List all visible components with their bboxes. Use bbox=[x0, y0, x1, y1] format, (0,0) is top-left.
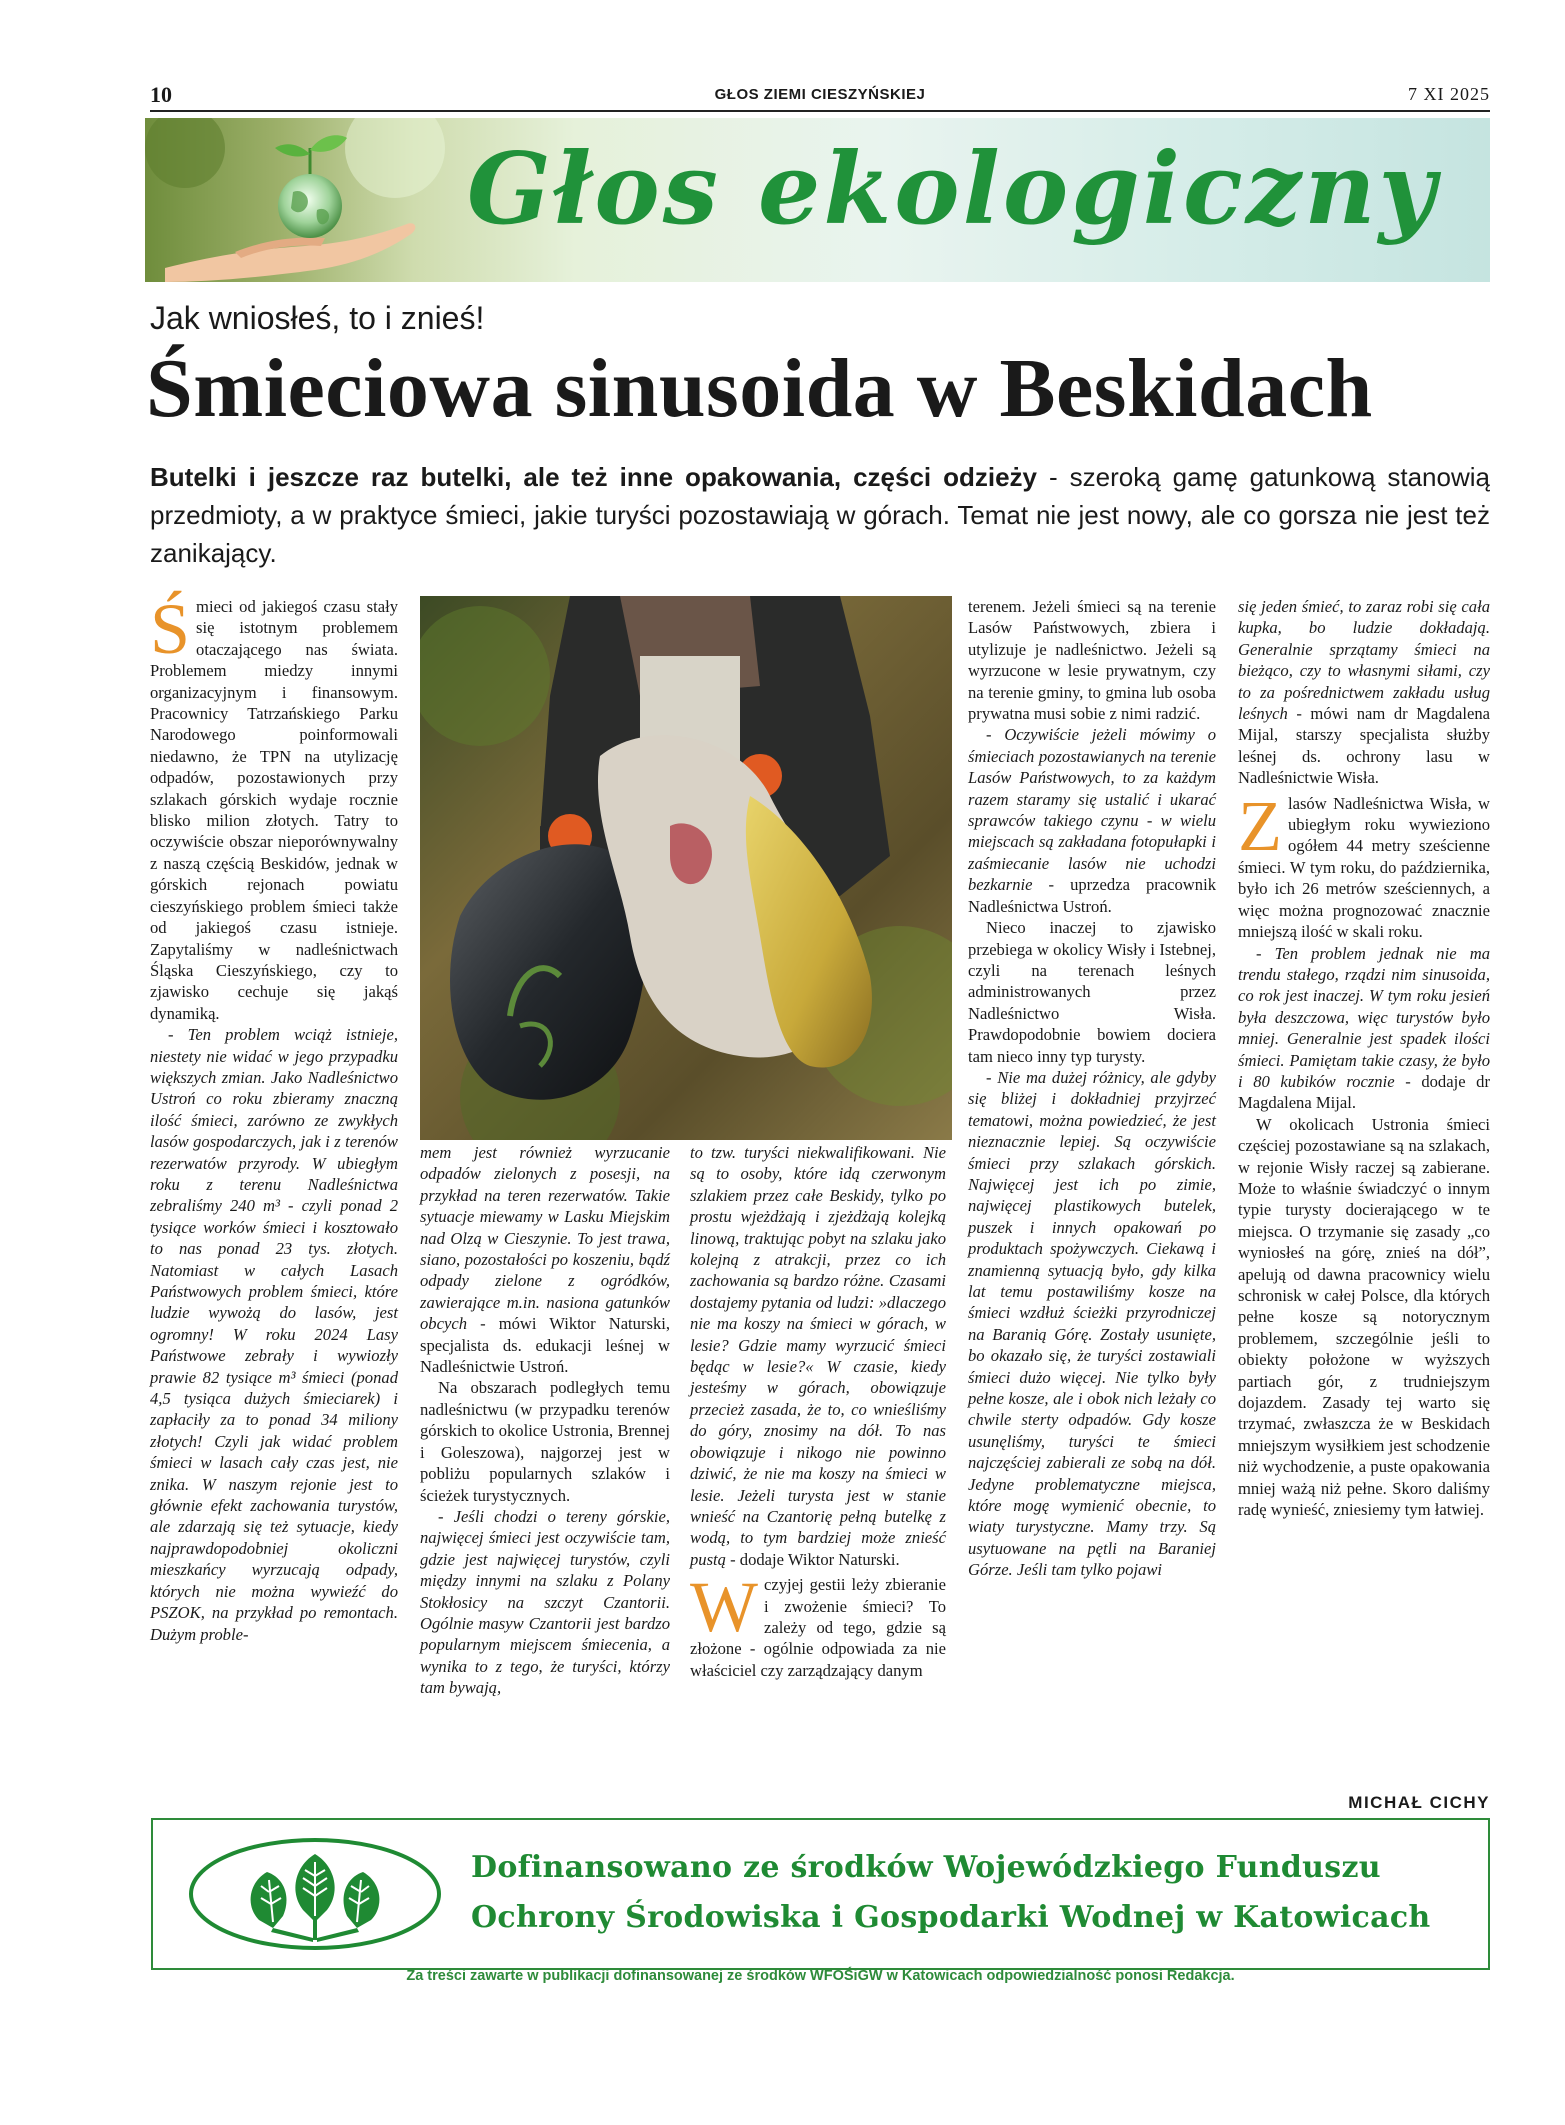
col2-paragraph-1-attribution: - mówi Wiktor Naturski, specjalista ds. edukacji leśnej w Nadleśnictwie Ustroń. bbox=[420, 1314, 670, 1377]
col4-paragraph-3: Nieco inaczej to zjawisko przebiega w okolicy Wisły i Istebnej, czyli na terenach leśnych administrowanych przez Nadleśnictwo Wisła. Prawdopodobnie bowiem dociera tam nieco inny typ turysty. bbox=[968, 918, 1216, 1066]
col1-paragraph-2: - Ten problem wciąż istnieje, niestety nie widać w jego przypadku większych zmian. Jako Nadleśnictwo Ustroń co roku zbieramy znaczną ilość śmieci, zarówno ze zwykłych lasów gospodarczych, jak i z terenów rezerwatów przyrody. W ubiegłym roku z terenu Nadleśnictwa zebraliśmy 240 m³ - czyli ponad 2 tysiące worków śmieci i kosztowało to nas ponad 23 tys. złotych. Natomiast w całych Lasach Państwowych problem śmieci, które ludzie wywożą do lasów, jest ogromny! W roku 2024 Lasy Państwowe zebrały i wywiozły prawie 82 tysiące m³ śmieci (ponad 4,5 tysiąca dużych śmieciarek) i zapłaciły za to ponad 34 miliony złotych! Czyli jak widać problem śmieci w lasach cały czas jest, nie znika. W naszym rejonie jest to głównie efekt zachowania turystów, ale zdarzają się też sytuacje, kiedy najprawdopodobniej okoliczni mieszkańcy wyrzucają odpady, których nie można wywieźć do PSZOK, na przykład po remontach. Dużym proble- bbox=[150, 1025, 398, 1644]
article-headline: Śmieciowa sinusoida w Beskidach bbox=[146, 342, 1373, 435]
col4-paragraph-2-quote: - Oczywiście jeżeli mówimy o śmieciach pozostawianych na terenie Lasów Państwowych, to za każdym razem staramy się ustalić i ukarać sprawców takiego czynu - w wielu miejscach są zakładana fotopułapki i zaśmiecanie lasów nie uchodzi bezkarnie bbox=[968, 725, 1216, 895]
sponsor-line-1: Dofinansowano ze środków Wojewódzkiego Funduszu bbox=[471, 1850, 1381, 1885]
col5-paragraph-3-quote: - Ten problem jednak nie ma trendu stałego, rządzi nim sinusoida, co rok jest inaczej. W tym roku jesień była deszczowa, więc turystów było mniej. Generalnie jest spadek ilości śmieci. Pamiętam takie czasy, że było i 80 kubików rocznie bbox=[1238, 943, 1490, 1091]
article-column-1 bbox=[150, 589, 398, 1645]
article-byline: MICHAŁ CICHY bbox=[1348, 1793, 1490, 1812]
section-banner bbox=[145, 118, 1490, 282]
article-lead bbox=[150, 458, 1490, 572]
col3-paragraph-1-attribution: - dodaje Wiktor Naturski. bbox=[725, 1549, 900, 1569]
lead-bold: Butelki i jeszcze raz butelki, ale też inne opakowania, części odzieży bbox=[150, 462, 1038, 492]
globe-in-hand-illustration bbox=[145, 118, 485, 282]
header-rule bbox=[150, 110, 1490, 112]
section-title: Głos ekologiczny bbox=[467, 132, 1439, 247]
col5-paragraph-3-attribution: - dodaje dr Magdalena Mijal. bbox=[1238, 1071, 1490, 1113]
page-number: 10 bbox=[150, 82, 172, 107]
page-header bbox=[150, 82, 1490, 108]
col2-paragraph-2: Na obszarach podległych temu nadleśnictwu (w przypadku terenów górskich to okolice Ustronia, Brennej i Goleszowa), najgorzej jest w pobliżu popularnych szlaków i ścieżek turystycznych. bbox=[420, 1378, 670, 1505]
dropcap-z: Z bbox=[1238, 785, 1282, 866]
sponsor-disclaimer: Za treści zawarte w publikacji dofinansowanej ze środków WFOŚiGW w Katowicach odpowiedzialność ponosi Redakcja. bbox=[406, 1968, 1235, 1984]
lead-rest: - szeroką gamę gatunkową stanowią przedmioty, a w praktyce śmieci, jakie turyści pozostawiają w górach. Temat nie jest nowy, ale co gorsza nie jest też zanikający. bbox=[150, 462, 1490, 568]
article-column-2 bbox=[420, 1142, 670, 1699]
col4-paragraph-1: terenem. Jeżeli śmieci są na terenie Lasów Państwowych, zbiera i utylizuje je nadleśnictwo. Jeżeli są wyrzucone w lesie prywatnym, czy na terenie gminy, to gmina lub osoba prywatna musi sobie z nimi radzić. bbox=[968, 597, 1216, 724]
trash-collection-photo bbox=[420, 596, 952, 1140]
issue-date: 7 XI 2025 bbox=[1408, 84, 1490, 104]
col2-paragraph-3: - Jeśli chodzi o tereny górskie, najwięcej śmieci jest oczywiście tam, gdzie jest najwięcej turystów, czyli między innymi na szlaku z Polany Stokłosicy na szczyt Czantorii. Ogólnie masyw Czantorii jest bardzo popularnym miejscem śmiecenia, a wynika to z tego, że turyści, którzy tam bywają, bbox=[420, 1506, 670, 1698]
dropcap-s: Ś bbox=[150, 589, 191, 669]
sponsor-box bbox=[151, 1818, 1490, 1970]
col4-paragraph-2-attribution: - uprzedza pracownik Nadleśnictwa Ustroń. bbox=[968, 875, 1216, 916]
col5-paragraph-1-attribution: - mówi nam dr Magdalena Mijal, starszy specjalista służby leśnej ds. ochrony lasu w Nadleśnictwie Wisła. bbox=[1238, 704, 1490, 788]
sponsor-line-2: Ochrony Środowiska i Gospodarki Wodnej w Katowicach bbox=[471, 1900, 1431, 1935]
dropcap-w: W bbox=[690, 1567, 758, 1648]
col3-paragraph-2: czyjej gestii leży zbieranie i zwożenie śmieci? To zależy od tego, gdzie są złożone - ogólnie odpowiada za nie właściciel czy zarządzający danym bbox=[690, 1575, 946, 1680]
col1-paragraph-1: mieci od jakiegoś czasu stały się istotnym problemem otaczającego nas świata. Problemem miedzy innymi organizacyjnym i finansowym. Pracownicy Tatrzańskiego Parku Narodowego poinformowali niedawno, że TPN na utylizację odpadów, pozostawionych przy szlakach górskich wydaje rocznie blisko milion złotych. Tatry to oczywiście obszar nieporównywalny z naszą częścią Beskidów, jednak w górskich rejonach powiatu cieszyńskiego problem śmieci także od jakiegoś czasu istnieje. Zapytaliśmy w nadleśnictwach Śląska Cieszyńskiego, czy to zjawisko cechuje się jakąś dynamiką. bbox=[150, 597, 398, 1023]
article-kicker: Jak wniosłeś, to i znieś! bbox=[150, 300, 485, 336]
col5-paragraph-2: lasów Nadleśnictwa Wisła, w ubiegłym roku wywieziono ogółem 44 metry sześcienne śmieci. W tym roku, do października, było ich 26 metrów sześciennych, a więc można prognozować znacznie mniejszą ilość w skali roku. bbox=[1238, 793, 1490, 942]
article-photo bbox=[420, 596, 952, 1140]
col5-paragraph-1-quote: się jeden śmieć, to zaraz robi się cała kupka, bo ludzie dokładają. Generalnie sprzątamy śmieci na bieżąco, czy to własnymi siłami, czy to za pośrednictwem zakładu usług leśnych bbox=[1238, 597, 1490, 724]
wfosigw-leaf-logo-icon bbox=[187, 1836, 443, 1952]
col4-paragraph-4: - Nie ma dużej różnicy, ale gdyby się bliżej i dokładniej przyjrzeć tematowi, można powiedzieć, że jest nieznacznie lepiej. Są oczywiście śmieci przy szlakach górskich. Najwięcej jest ich po zimie, najwięcej plastikowych butelek, puszek i innych opakowań po produktach spożywczych. Ciekawą i znamienną sytuacją było, gdy kilka lat temu postawiliśmy kosze na śmieci wzdłuż ścieżki przyrodniczej na Baranią Górę. Zostały usunięte, bo okazało się, że turyści zostawiali śmieci dużo więcej. Nie tylko były pełne kosze, ale i obok nich leżały co chwile sterty odpadów. Gdy kosze usunęliśmy, turyści te śmieci najczęściej zabierali ze sobą na dół. Jedyne problematyczne miejsca, które mogę wymienić obecnie, to wiaty turystyczne. Mamy trzy. Są usytuowane na pętli na Baraniej Górze. Jeśli tam tylko pojawi bbox=[968, 1067, 1216, 1580]
article-column-4 bbox=[968, 596, 1216, 1581]
col2-paragraph-1-quote: mem jest również wyrzucanie odpadów zielonych z posesji, na przykład na teren rezerwatów. Takie sytuacje miewamy w Lasku Miejskim nad Olzą w Cieszynie. To jest trawa, siano, pozostałości po koszeniu, bądź odpady zielone z ogródków, zawierające m.in. nasiona gatunków obcych bbox=[420, 1143, 670, 1334]
col3-paragraph-1-quote: to tzw. turyści niekwalifikowani. Nie są to osoby, które idą czerwonym szlakiem przez całe Beskidy, tylko po prostu wjeżdżają i zjeżdżają kolejką linową, traktując pobyt na szlaku jako kolejną z atrakcji, przez co ich zachowania są bardzo różne. Czasami dostajemy pytania od ludzi: »dlaczego nie ma koszy na śmieci w górach, w lesie? Gdzie mamy wyrzucić śmieci będąc w lesie?« W czasie, kiedy jesteśmy w górach, obowiązuje przecież zasada, że to, co wnieśliśmy do góry, znosimy na dół. To nas obowiązuje i nikogo nie powinno dziwić, że nie ma koszy na śmieci w lesie. Jeżeli turysta jest w stanie wnieść na Czantorię pełną butelkę z wodą, to tym bardziej może znieść pustą bbox=[690, 1143, 946, 1569]
paper-name: GŁOS ZIEMI CIESZYŃSKIEJ bbox=[714, 86, 926, 103]
article-column-3 bbox=[690, 1142, 946, 1681]
article-column-5 bbox=[1238, 596, 1490, 1520]
col5-paragraph-4: W okolicach Ustronia śmieci częściej pozostawiane są na szlakach, w rejonie Wisły raczej są zabierane. Może to właśnie świadczyć o innym typie turysty docierającego w te miejsca. O trzymanie się zasady „co wyniosłeś na górę, znieś na dół”, apelują od dawna pracownicy wielu schronisk w całej Polsce, dla których pełne kosze są notorycznym problemem, szczególnie jeśli to obiekty położone w wyższych partiach gór, z trudniejszym dojazdem. Zasady tej warto się trzymać, zwłaszcza że w Beskidach mniejszym wysiłkiem jest schodzenie niż wychodzenie, a puste opakowania mniej ważą niż pełne. Skoro daliśmy radę wynieść, zniesiemy tym łatwiej. bbox=[1238, 1114, 1490, 1520]
